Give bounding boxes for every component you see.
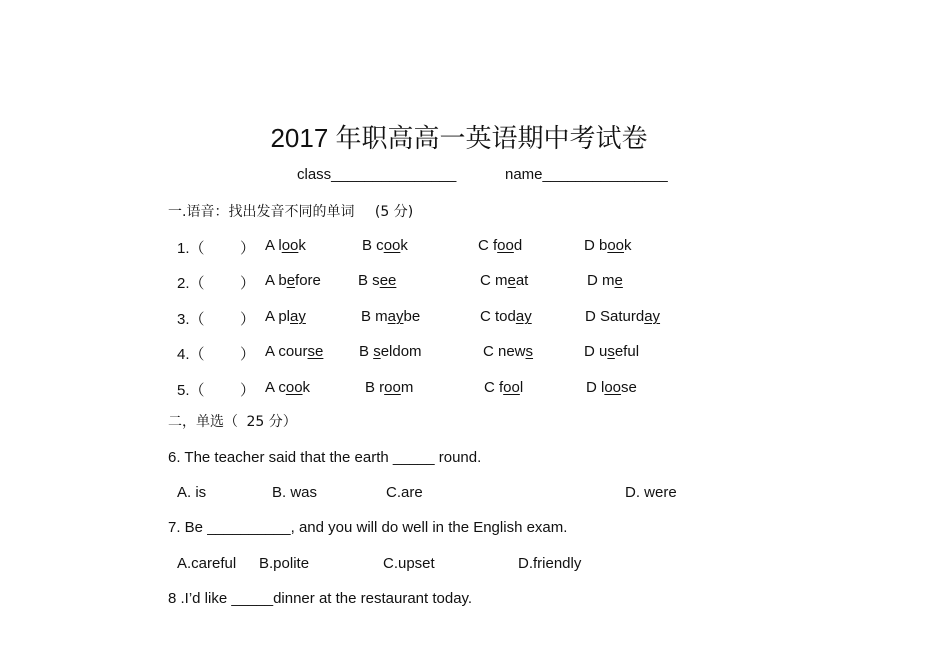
question-6-option-c: C.are	[386, 484, 423, 501]
option-prefix: B m	[361, 308, 388, 325]
name-field: name_______________	[505, 166, 668, 183]
question-7-option-d: D.friendly	[518, 555, 582, 572]
question-8-stem: 8 .I’d like _____dinner at the restaurant today.	[168, 590, 473, 607]
question-5-number: 5.（	[177, 382, 205, 399]
question-4-option-c	[483, 343, 533, 360]
class-field: class_______________	[297, 166, 457, 183]
question-1-answer-paren: ）	[240, 240, 256, 257]
question-7-stem: 7. Be __________, and you will do well in the English exam.	[168, 519, 568, 536]
underlined-letters: oo	[503, 379, 520, 396]
question-2-option-a	[265, 272, 321, 289]
question-4-option-b	[359, 343, 422, 360]
question-4-option-d	[584, 343, 639, 360]
option-suffix: d	[513, 237, 523, 254]
question-3-option-a	[265, 308, 306, 325]
underlined-letters: e	[507, 272, 516, 289]
section2-points: 25 分）	[246, 414, 297, 430]
option-prefix: B	[359, 343, 374, 360]
option-prefix: C m	[480, 272, 508, 289]
underlined-letters: e	[286, 272, 296, 289]
question-7-option-a: A.careful	[177, 555, 237, 572]
option-suffix: eful	[614, 343, 640, 360]
underlined-letters: ay	[290, 308, 306, 325]
question-2-option-c	[480, 272, 528, 289]
option-suffix: m	[400, 379, 414, 396]
underlined-letters: ay	[387, 308, 404, 325]
option-prefix: A c	[265, 379, 286, 396]
question-2-number: 2.（	[177, 275, 205, 292]
option-prefix: D l	[586, 379, 605, 396]
question-3-answer-paren: ）	[240, 311, 256, 328]
question-4-answer-paren: ）	[240, 346, 256, 363]
underlined-letters: se	[307, 343, 324, 360]
question-5-option-c	[484, 379, 523, 396]
question-5-option-d	[586, 379, 637, 396]
section2-heading-text: 二，单选（	[168, 414, 238, 430]
option-prefix: D u	[584, 343, 608, 360]
option-prefix: D m	[587, 272, 615, 289]
option-suffix: fore	[295, 272, 321, 289]
question-1-option-d	[584, 237, 632, 254]
question-6-option-b: B. was	[272, 484, 318, 501]
underlined-letters: ay	[515, 308, 532, 325]
option-prefix: A cour	[265, 343, 308, 360]
underlined-letters: ay	[644, 308, 661, 325]
option-suffix: at	[515, 272, 529, 289]
option-suffix: k	[624, 237, 632, 254]
question-7-option-b: B.polite	[259, 555, 310, 572]
section1-points: (5 分)	[374, 204, 414, 220]
question-2-answer-paren: ）	[240, 275, 256, 292]
option-suffix: be	[403, 308, 421, 325]
question-5-option-b	[365, 379, 413, 396]
underlined-letters: oo	[607, 237, 625, 254]
question-1-option-c	[478, 237, 522, 254]
underlined-letters: s	[525, 343, 534, 360]
question-2-option-d	[587, 272, 623, 289]
question-1-option-a	[265, 237, 306, 254]
option-prefix: B s	[358, 272, 380, 289]
underlined-letters: e	[614, 272, 623, 289]
option-prefix: A pl	[265, 308, 291, 325]
underlined-letters: oo	[281, 237, 299, 254]
underlined-letters: oo	[383, 237, 401, 254]
question-1-number: 1.（	[177, 240, 205, 257]
question-1-option-b	[362, 237, 408, 254]
option-prefix: B c	[362, 237, 384, 254]
underlined-letters: oo	[384, 379, 401, 396]
question-5-answer-paren: ）	[240, 382, 256, 399]
section2-heading	[168, 411, 297, 431]
section1-heading	[168, 201, 413, 221]
question-6-option-d: D. were	[625, 484, 677, 501]
option-prefix: B r	[365, 379, 385, 396]
option-prefix: C tod	[480, 308, 516, 325]
underlined-letters: ee	[379, 272, 397, 289]
question-5-option-a	[265, 379, 310, 396]
option-prefix: D Saturd	[585, 308, 645, 325]
option-suffix: se	[621, 379, 637, 396]
question-3-option-c	[480, 308, 532, 325]
underlined-letters: s	[607, 343, 615, 360]
underlined-letters: oo	[285, 379, 303, 396]
section1-heading-text: 一.语音：找出发音不同的单词	[168, 204, 355, 220]
option-prefix: C f	[484, 379, 504, 396]
option-suffix: k	[302, 379, 311, 396]
question-4-number: 4.（	[177, 346, 205, 363]
question-6-stem: 6. The teacher said that the earth _____ round.	[168, 449, 482, 466]
option-prefix: C new	[483, 343, 526, 360]
underlined-letters: oo	[604, 379, 622, 396]
question-3-number: 3.（	[177, 311, 205, 328]
option-prefix: D b	[584, 237, 608, 254]
question-3-option-b	[361, 308, 420, 325]
option-suffix: k	[400, 237, 408, 254]
underlined-letters: s	[373, 343, 381, 360]
option-prefix: A b	[265, 272, 287, 289]
question-2-option-b	[358, 272, 396, 289]
option-suffix: l	[519, 379, 524, 396]
question-4-option-a	[265, 343, 323, 360]
exam-title: 2017 年职高高一英语期中考试卷	[270, 123, 648, 153]
question-7-option-c: C.upset	[383, 555, 435, 572]
question-6-option-a: A. is	[177, 484, 207, 501]
question-3-option-d	[585, 308, 660, 325]
option-prefix: A l	[265, 237, 282, 254]
option-suffix: k	[298, 237, 306, 254]
underlined-letters: oo	[497, 237, 514, 254]
option-suffix: eldom	[380, 343, 422, 360]
option-prefix: C f	[478, 237, 498, 254]
